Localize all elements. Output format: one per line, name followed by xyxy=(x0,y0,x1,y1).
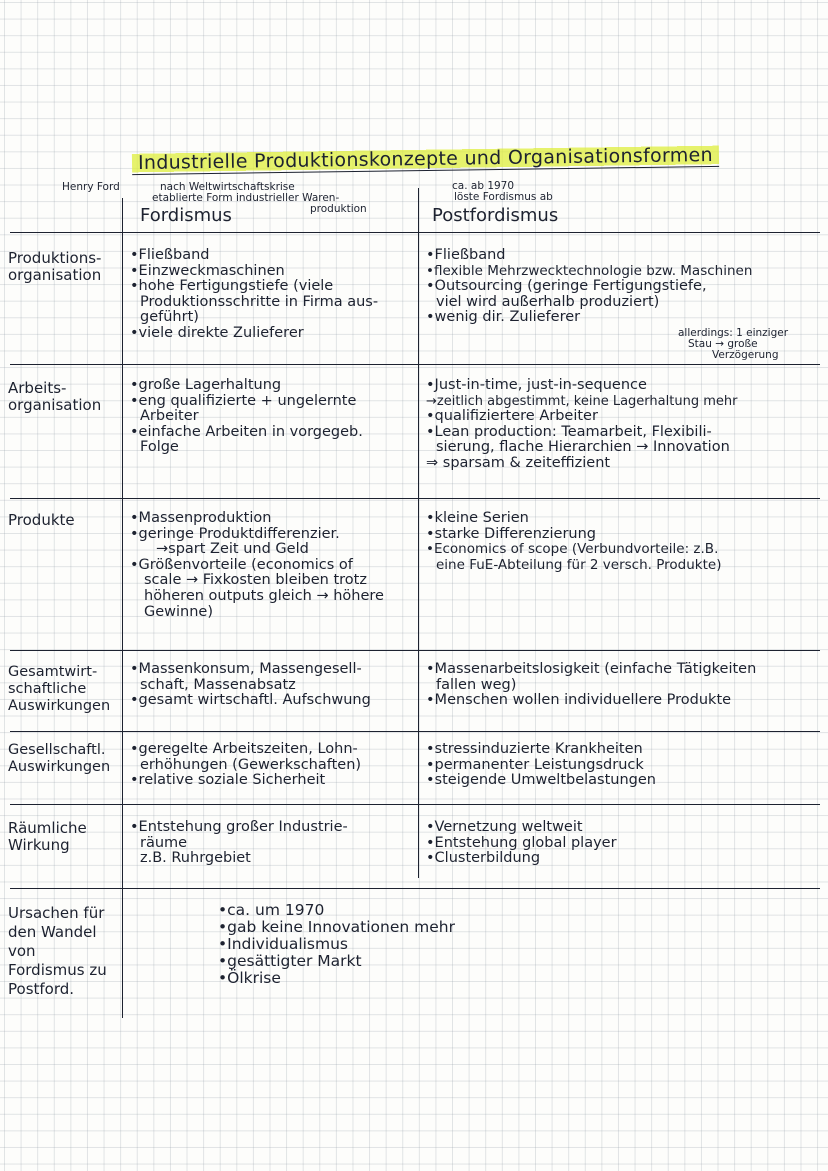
list-item: •starke Differenzierung xyxy=(426,525,597,542)
list-item: →spart Zeit und Geld xyxy=(156,541,309,558)
list-item: •flexible Mehrzwecktechnologie bzw. Maschinen xyxy=(426,262,753,279)
row-label-gesellschaftliche-auswirkungen: Gesellschaftl. Auswirkungen xyxy=(8,742,111,775)
postfordismus-cell-raeumliche-wirkung xyxy=(426,820,617,867)
fordismus-cell-produktionsorganisation xyxy=(130,248,378,342)
list-item: •Massenkonsum, Massengesell- xyxy=(130,661,362,677)
list-item: •wenig dir. Zulieferer xyxy=(426,309,581,326)
author-note: Henry Ford xyxy=(62,181,120,193)
postfordismus-cell-gesamtwirtschaft xyxy=(426,662,756,709)
row-label-produktionsorganisation: Produktions-organisation xyxy=(8,249,102,284)
postfordismus-cell-gesellschaft xyxy=(426,742,656,789)
list-item: fallen weg) xyxy=(436,676,517,693)
list-item: •Clusterbildung xyxy=(426,850,541,867)
list-item: •eng qualifizierte + ungelernte xyxy=(130,392,357,409)
fordismus-cell-raeumliche-wirkung xyxy=(130,820,348,867)
list-item: •relative soziale Sicherheit xyxy=(130,772,326,789)
fordismus-note-2: etablierte Form industrieller Waren- xyxy=(152,192,340,204)
list-item: •Menschen wollen individuellere Produkte xyxy=(426,692,732,709)
row-divider xyxy=(10,650,820,651)
list-item: •ca. um 1970 xyxy=(218,901,325,919)
row-label-ursachen: Ursachen für den Wandel von Fordismus zu Postford. xyxy=(8,904,107,998)
list-item: höheren outputs gleich → höhere xyxy=(144,587,384,604)
list-item: viel wird außerhalb produziert) xyxy=(436,293,660,310)
list-item: •geregelte Arbeitszeiten, Lohn- xyxy=(130,741,358,757)
row-divider xyxy=(10,498,820,499)
list-item: •Just-in-time, just-in-sequence xyxy=(426,377,647,393)
column-divider-right xyxy=(418,188,419,878)
list-item: •geringe Produktdifferenzier. xyxy=(130,525,340,542)
list-item: räume xyxy=(140,834,188,851)
row-label-arbeitsorganisation: Arbeits-organisation xyxy=(8,379,102,414)
list-item: •Fließband xyxy=(130,247,210,263)
fordismus-cell-gesamtwirtschaft xyxy=(130,662,371,709)
row-divider xyxy=(10,804,820,805)
fordismus-note-3: produktion xyxy=(310,203,367,215)
list-item: •Lean production: Teamarbeit, Flexibili- xyxy=(426,423,712,440)
list-item: →zeitlich abgestimmt, keine Lagerhaltung mehr xyxy=(426,393,738,409)
page-title: Industrielle Produktionskonzepte und Organisationsformen xyxy=(132,144,719,175)
postfordismus-note-2: löste Fordismus ab xyxy=(454,191,553,203)
list-item: •Einzweckmaschinen xyxy=(130,262,285,279)
postfordismus-heading: Postfordismus xyxy=(432,205,559,226)
list-item: •gesamt wirtschaftl. Aufschwung xyxy=(130,692,371,709)
list-item: •Massenproduktion xyxy=(130,510,272,526)
row-divider xyxy=(10,731,820,732)
postfordismus-cell-produktionsorganisation xyxy=(426,248,752,326)
list-item: •gab keine Innovationen mehr xyxy=(218,918,455,936)
list-item: eine FuE-Abteilung für 2 versch. Produkte) xyxy=(436,556,722,573)
list-item: geführt) xyxy=(140,309,199,326)
list-item: •permanenter Leistungsdruck xyxy=(426,756,644,773)
list-item: Arbeiter xyxy=(140,408,199,425)
annotation-line: allerdings: 1 einziger xyxy=(678,327,789,339)
list-item: •steigende Umweltbelastungen xyxy=(426,772,656,789)
list-item: •Massenarbeitslosigkeit (einfache Tätigkeiten xyxy=(426,661,757,677)
list-item: •viele direkte Zulieferer xyxy=(130,324,304,341)
row-divider xyxy=(10,232,820,233)
list-item: •Outsourcing (geringe Fertigungstiefe, xyxy=(426,278,707,295)
row-label-produkte: Produkte xyxy=(8,511,75,529)
annotation-line: Stau → große xyxy=(688,338,758,350)
list-item: •einfache Arbeiten in vorgegeb. xyxy=(130,423,363,440)
list-item: •hohe Fertigungstiefe (viele xyxy=(130,278,334,295)
list-item: •gesättigter Markt xyxy=(218,952,362,970)
list-item: •Economics of scope (Verbundvorteile: z.B. xyxy=(426,541,719,558)
list-item: •Entstehung großer Industrie- xyxy=(130,819,348,835)
list-item: •Vernetzung weltweit xyxy=(426,819,583,835)
postfordismus-cell-arbeitsorganisation xyxy=(426,378,737,472)
fordismus-cell-gesellschaft xyxy=(130,742,361,789)
list-item: Folge xyxy=(140,439,179,456)
list-item: •stressinduzierte Krankheiten xyxy=(426,741,643,757)
fordismus-note-1: nach Weltwirtschaftskrise xyxy=(160,181,295,193)
list-item: Produktionsschritte in Firma aus- xyxy=(140,293,379,310)
list-item: schaft, Massenabsatz xyxy=(140,676,296,693)
row-label-gesamtwirtschaftliche-auswirkungen: Gesamtwirt-schaftliche Auswirkungen xyxy=(8,664,111,714)
row-divider xyxy=(10,888,820,889)
column-divider-left xyxy=(122,198,123,1018)
list-item: Gewinne) xyxy=(144,603,214,620)
fordismus-cell-produkte xyxy=(130,511,384,620)
postfordismus-cell-produkte xyxy=(426,511,721,573)
list-item: sierung, flache Hierarchien → Innovation xyxy=(436,439,730,456)
list-item: •Fließband xyxy=(426,247,506,263)
list-item: ⇒ sparsam & zeiteffizient xyxy=(426,454,611,471)
postfordismus-note-1: ca. ab 1970 xyxy=(452,180,515,192)
fordismus-cell-arbeitsorganisation xyxy=(130,378,363,456)
row-divider xyxy=(10,364,820,365)
list-item: •Ölkrise xyxy=(218,969,281,987)
list-item: z.B. Ruhrgebiet xyxy=(140,850,251,867)
list-item: •Größenvorteile (economics of xyxy=(130,556,353,573)
list-item: •qualifiziertere Arbeiter xyxy=(426,408,598,425)
fordismus-heading: Fordismus xyxy=(140,205,232,226)
list-item: •kleine Serien xyxy=(426,510,529,526)
list-item: •große Lagerhaltung xyxy=(130,377,282,393)
ursachen-list xyxy=(218,902,455,987)
list-item: •Entstehung global player xyxy=(426,834,617,851)
list-item: •Individualismus xyxy=(218,935,349,953)
row-label-raeumliche-wirkung: Räumliche Wirkung xyxy=(8,819,87,854)
list-item: erhöhungen (Gewerkschaften) xyxy=(140,756,362,773)
annotation-line: Verzögerung xyxy=(712,349,779,361)
list-item: scale → Fixkosten bleiben trotz xyxy=(144,572,367,589)
